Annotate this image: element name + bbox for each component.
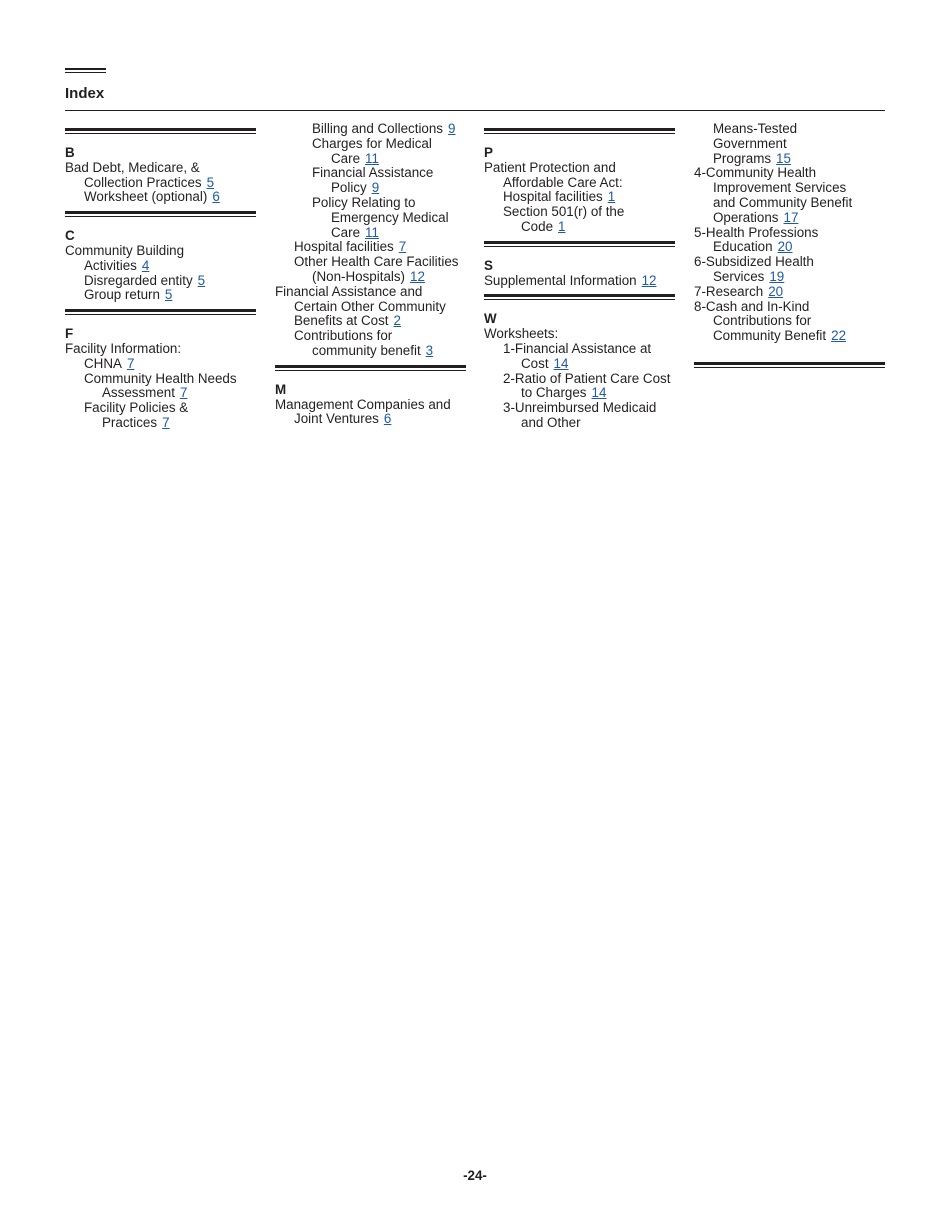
page-link[interactable]: 1 xyxy=(607,189,616,205)
page-link[interactable]: 14 xyxy=(553,355,569,371)
index-entry xyxy=(484,205,679,220)
page-link[interactable]: 5 xyxy=(197,272,206,288)
page-link[interactable]: 19 xyxy=(769,268,785,284)
section-divider xyxy=(65,211,256,217)
index-entry xyxy=(694,122,889,137)
index-entry-text: Emergency Medical xyxy=(331,209,449,225)
index-entry-text: Group return xyxy=(84,287,160,303)
page-link[interactable]: 7 xyxy=(126,355,135,371)
page-link[interactable]: 4 xyxy=(141,257,150,273)
page-number: -24- xyxy=(463,1168,487,1183)
index-entry xyxy=(694,270,889,285)
section-letter: F xyxy=(65,326,74,342)
index-entry-text: Hospital facilities xyxy=(503,189,603,205)
index-entry xyxy=(65,288,260,303)
index-entry-text: CHNA xyxy=(84,355,122,371)
section-divider xyxy=(484,128,675,134)
index-entry-text: Patient Protection and xyxy=(484,159,616,175)
section-letter: W xyxy=(484,311,497,327)
index-entry-text: Policy xyxy=(331,180,367,196)
index-entry-text: Disregarded entity xyxy=(84,272,193,288)
section-letter: P xyxy=(484,145,493,160)
index-entry xyxy=(484,416,679,431)
page-link[interactable]: 1 xyxy=(558,218,566,234)
index-entry xyxy=(275,398,470,413)
index-entry-text: Care xyxy=(331,150,361,166)
index-entry-text: Contributions for xyxy=(294,328,393,344)
index-entry xyxy=(65,161,260,176)
section-letter: C xyxy=(65,228,75,244)
index-entry-text: Facility Information: xyxy=(65,340,182,356)
page-link[interactable]: 20 xyxy=(768,283,784,299)
index-entry xyxy=(484,386,679,401)
index-entry-text: 4-Community Health xyxy=(694,165,817,181)
index-entry xyxy=(275,412,470,427)
index-entry-text: Other Health Care Facilities xyxy=(294,254,459,270)
section-letter: B xyxy=(65,145,75,160)
index-entry-text: Code xyxy=(521,218,554,234)
index-entry-text: Care xyxy=(331,224,361,240)
page-link[interactable]: 7 xyxy=(179,385,188,401)
index-entry xyxy=(694,255,889,270)
section-divider xyxy=(65,309,256,315)
index-entry xyxy=(65,357,260,372)
section-divider xyxy=(484,294,675,300)
index-entry-text: Contributions for xyxy=(713,313,812,329)
page-link[interactable]: 9 xyxy=(448,121,456,136)
index-entry-text: Certain Other Community xyxy=(294,298,446,314)
index-entry xyxy=(275,314,470,329)
section-divider xyxy=(694,362,885,368)
index-entry xyxy=(275,329,470,344)
index-entry xyxy=(694,285,889,300)
index-entry xyxy=(65,342,260,357)
index-entry-text: Community Building xyxy=(65,242,185,258)
title-divider xyxy=(65,110,885,111)
index-entry-text: Facility Policies & xyxy=(84,400,189,416)
index-entry xyxy=(694,166,889,181)
page-link[interactable]: 14 xyxy=(591,385,607,401)
index-entry xyxy=(275,122,470,137)
index-entry-text: Cost xyxy=(521,355,549,371)
index-entry-text: 5-Health Professions xyxy=(694,224,819,240)
page-link[interactable]: 6 xyxy=(212,189,220,205)
index-entry-text: 8-Cash and In-Kind xyxy=(694,298,810,314)
section-divider xyxy=(275,365,466,371)
page-link[interactable]: 7 xyxy=(162,414,170,430)
index-column-4 xyxy=(694,122,889,380)
index-entry xyxy=(694,211,889,226)
page-link[interactable]: 22 xyxy=(831,328,847,344)
index-entry xyxy=(65,401,260,416)
index-entry xyxy=(65,259,260,274)
index-entry xyxy=(484,176,679,191)
index-entry xyxy=(275,196,470,211)
page-link[interactable]: 6 xyxy=(383,411,392,427)
index-entry xyxy=(484,274,679,289)
index-entry xyxy=(65,416,260,431)
index-entry-text: Community Health Needs xyxy=(84,370,237,386)
index-entry xyxy=(484,342,679,357)
index-entry-text: Hospital facilities xyxy=(294,239,394,255)
index-entry xyxy=(694,181,889,196)
section-letter: S xyxy=(484,257,493,273)
index-entry-text: 2-Ratio of Patient Care Cost xyxy=(503,370,671,386)
index-entry-text: Activities xyxy=(84,257,137,273)
index-entry xyxy=(65,190,260,205)
index-entry xyxy=(275,344,470,359)
index-entry-text: Community Benefit xyxy=(713,328,827,344)
index-entry xyxy=(694,152,889,167)
index-entry-text: and Other xyxy=(521,414,581,430)
index-entry xyxy=(694,329,889,344)
index-entry xyxy=(694,240,889,255)
page-title: Index xyxy=(65,85,105,102)
index-entry-text: Charges for Medical xyxy=(312,135,432,151)
index-entry-text: Financial Assistance xyxy=(312,165,434,181)
page-link[interactable]: 7 xyxy=(398,239,407,255)
index-entry-text: and Community Benefit xyxy=(713,194,853,210)
index-entry-text: Billing and Collections xyxy=(312,121,444,136)
index-entry xyxy=(65,372,260,387)
page-link[interactable]: 5 xyxy=(206,174,215,190)
index-entry-text: 1-Financial Assistance at xyxy=(503,340,652,356)
index-entry-text: to Charges xyxy=(521,385,587,401)
index-entry xyxy=(275,270,470,285)
index-entry xyxy=(275,152,470,167)
index-entry-text: Management Companies and xyxy=(275,396,451,412)
page-link[interactable]: 11 xyxy=(365,150,379,166)
index-entry xyxy=(484,372,679,387)
index-entry xyxy=(65,176,260,191)
index-entry-text: Bad Debt, Medicare, & xyxy=(65,159,200,175)
index-entry-text: Operations xyxy=(713,209,779,225)
index-entry-text: 6-Subsidized Health xyxy=(694,254,814,270)
index-entry xyxy=(484,190,679,205)
index-entry xyxy=(65,244,260,259)
index-column-2 xyxy=(275,122,470,427)
index-entry xyxy=(275,255,470,270)
index-entry xyxy=(484,327,679,342)
index-entry-text: Assessment xyxy=(102,385,175,401)
index-entry xyxy=(275,226,470,241)
page-link[interactable]: 15 xyxy=(776,150,791,166)
index-entry xyxy=(694,196,889,211)
index-entry-text: Improvement Services xyxy=(713,180,847,196)
index-entry-text: Means-Tested xyxy=(713,121,798,136)
index-column-3 xyxy=(484,122,679,431)
index-entry xyxy=(65,274,260,289)
index-entry xyxy=(484,401,679,416)
page-link[interactable]: 12 xyxy=(410,268,425,284)
page-link[interactable]: 12 xyxy=(641,272,657,288)
index-entry-text: Supplemental Information xyxy=(484,272,637,288)
index-entry-text: Financial Assistance and xyxy=(275,283,423,299)
index-entry-text: Programs xyxy=(713,150,772,166)
section-letter: M xyxy=(275,381,287,397)
index-entry-text: Affordable Care Act: xyxy=(503,174,623,190)
index-entry xyxy=(484,161,679,176)
page-link[interactable]: 9 xyxy=(371,180,380,196)
index-entry xyxy=(275,300,470,315)
index-entry xyxy=(275,285,470,300)
index-entry xyxy=(694,226,889,241)
index-entry xyxy=(484,220,679,235)
index-entry-text: Benefits at Cost xyxy=(294,313,389,329)
index-entry xyxy=(275,181,470,196)
index-entry-text: Government xyxy=(713,135,787,151)
index-entry xyxy=(275,211,470,226)
index-entry xyxy=(65,386,260,401)
index-column-1 xyxy=(65,122,260,431)
index-entry-text: Section 501(r) of the xyxy=(503,204,625,220)
index-entry-text: Services xyxy=(713,268,765,284)
page-link[interactable]: 20 xyxy=(777,239,793,255)
index-entry-text: Joint Ventures xyxy=(294,411,379,427)
index-entry-text: Practices xyxy=(102,414,158,430)
page-link[interactable]: 11 xyxy=(365,224,379,240)
index-entry-text: Collection Practices xyxy=(84,174,202,190)
index-entry-text: Policy Relating to xyxy=(312,194,416,210)
page-link[interactable]: 17 xyxy=(783,209,799,225)
page-link[interactable]: 2 xyxy=(393,313,401,329)
index-entry xyxy=(694,300,889,315)
top-decorative-rule xyxy=(65,68,106,73)
index-entry-text: (Non-Hospitals) xyxy=(312,268,406,284)
index-entry xyxy=(694,137,889,152)
index-entry-text: 7-Research xyxy=(694,283,764,299)
index-entry xyxy=(275,240,470,255)
index-entry xyxy=(694,314,889,329)
index-entry-text: community benefit xyxy=(312,342,421,358)
index-entry-text: 3-Unreimbursed Medicaid xyxy=(503,400,657,416)
index-entry xyxy=(275,137,470,152)
index-entry-text: Worksheet (optional) xyxy=(84,189,208,205)
index-entry xyxy=(275,166,470,181)
section-divider xyxy=(484,241,675,247)
page-link[interactable]: 5 xyxy=(164,287,173,303)
index-entry xyxy=(484,357,679,372)
index-entry-text: Education xyxy=(713,239,773,255)
page-link[interactable]: 3 xyxy=(425,342,434,358)
section-divider xyxy=(65,128,256,134)
index-entry-text: Worksheets: xyxy=(484,326,559,342)
